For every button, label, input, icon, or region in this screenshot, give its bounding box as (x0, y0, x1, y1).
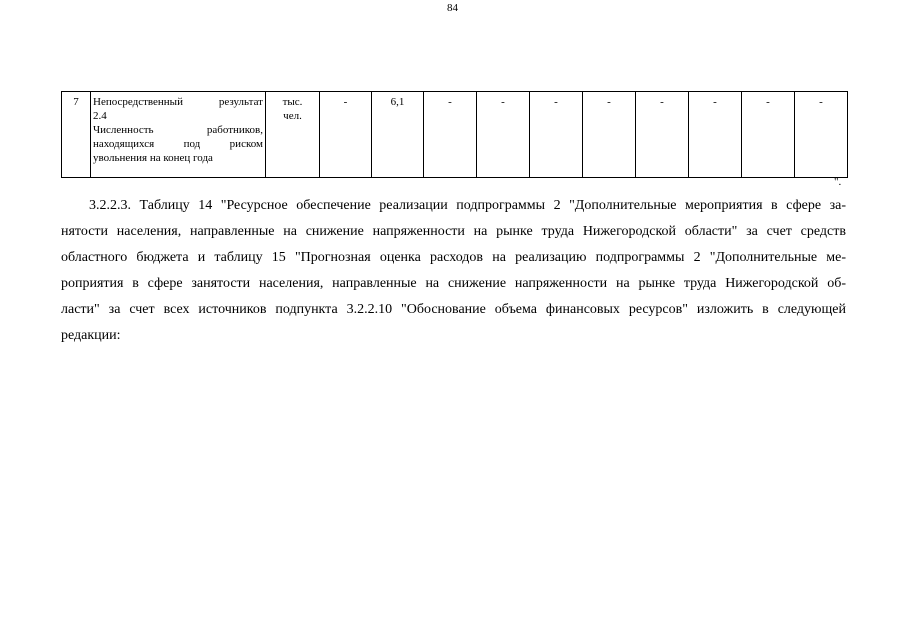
indicator-name-cell (91, 92, 266, 178)
paragraph-line: областного бюджета и таблицу 15 "Прогнозная оценка расходов на реализацию подпрограммы 2 "Дополнительные ме- (61, 250, 846, 265)
paragraph-line: редакции: (61, 328, 121, 343)
indicator-table (61, 91, 848, 178)
unit-line: чел. (283, 110, 302, 122)
page-number: 84 (447, 2, 458, 14)
unit-line: тыс. (282, 96, 303, 108)
indicator-name-line: Непосредственный результат (93, 96, 263, 108)
unit-cell (266, 92, 320, 178)
paragraph-line: ласти" за счет всех источников подпункта 3.2.2.10 "Обоснование объема финансовых ресурсов" изложить в следующей (61, 302, 846, 317)
value-cell: - (530, 92, 583, 178)
indicator-name-line: 2.4 (93, 110, 107, 122)
amendment-paragraph (61, 193, 846, 349)
value-cell: - (742, 92, 795, 178)
paragraph-line: нятости населения, направленные на снижение напряженности на рынке труда Нижегородской области" за счет средств (61, 224, 846, 239)
indicator-name-line: Численность работников, (93, 124, 263, 136)
value-cell: - (477, 92, 530, 178)
value-cell: 6,1 (372, 92, 424, 178)
value-cell: - (583, 92, 636, 178)
table-row (62, 92, 848, 178)
value-cell: - (636, 92, 689, 178)
paragraph-line: роприятия в сфере занятости населения, направленные на снижение напряженности на рынке труда Нижегородской об- (61, 276, 846, 291)
value-cell: - (424, 92, 477, 178)
value-cell: - (320, 92, 372, 178)
paragraph-line: 3.2.2.3. Таблицу 14 "Ресурсное обеспечение реализации подпрограммы 2 "Дополнительные мероприятия в сфере за- (89, 198, 846, 213)
indicator-name-line: находящихся под риском (93, 138, 263, 150)
indicator-name-line: увольнения на конец года (93, 152, 213, 164)
value-cell: - (689, 92, 742, 178)
value-cell: - (795, 92, 848, 178)
row-index-cell: 7 (62, 92, 91, 178)
closing-quote: ". (834, 176, 842, 188)
